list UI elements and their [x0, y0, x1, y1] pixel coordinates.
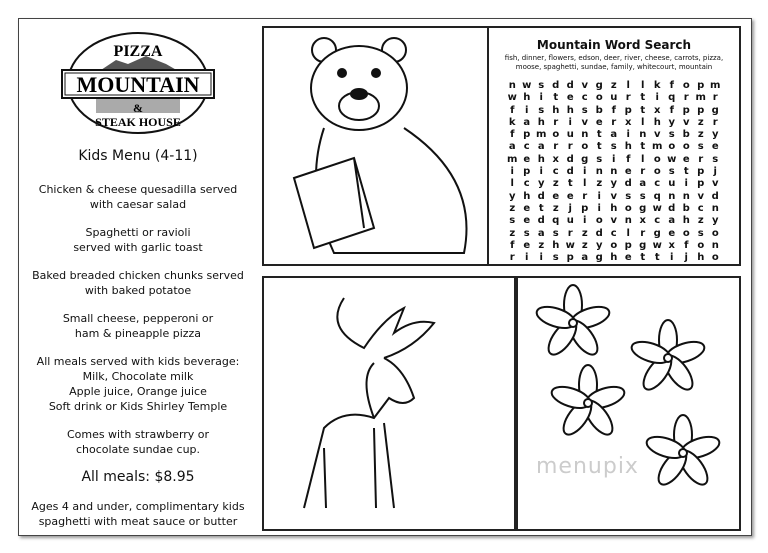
- grid-letter[interactable]: n: [711, 239, 719, 251]
- grid-letter[interactable]: p: [581, 202, 589, 214]
- grid-letter[interactable]: r: [553, 116, 559, 128]
- grid-letter[interactable]: p: [697, 104, 705, 116]
- grid-letter[interactable]: o: [610, 239, 618, 251]
- grid-letter[interactable]: c: [523, 178, 530, 190]
- grid-letter[interactable]: t: [654, 252, 660, 264]
- grid-letter[interactable]: o: [595, 92, 603, 104]
- grid-letter[interactable]: r: [567, 141, 573, 153]
- grid-letter[interactable]: w: [652, 202, 662, 214]
- menu-item: Baked breaded chicken chunks served with baked potatoe: [32, 269, 244, 297]
- grid-letter[interactable]: h: [697, 252, 705, 264]
- grid-letter[interactable]: r: [698, 153, 704, 165]
- grid-letter[interactable]: r: [509, 252, 515, 264]
- grid-letter[interactable]: i: [525, 104, 529, 116]
- grid-letter[interactable]: e: [668, 227, 676, 239]
- grid-letter[interactable]: h: [566, 104, 574, 116]
- menu-item: Spaghetti or ravioli served with garlic toast: [73, 226, 203, 254]
- grid-letter[interactable]: f: [626, 153, 631, 165]
- grid-letter[interactable]: i: [510, 166, 514, 178]
- grid-letter[interactable]: a: [581, 252, 589, 264]
- grid-letter[interactable]: e: [711, 141, 719, 153]
- grid-letter[interactable]: l: [626, 227, 630, 239]
- grid-letter[interactable]: p: [624, 239, 632, 251]
- flowers-panel: [516, 276, 741, 531]
- grid-letter[interactable]: n: [595, 166, 603, 178]
- grid-letter[interactable]: e: [566, 190, 574, 202]
- grid-letter[interactable]: t: [538, 202, 544, 214]
- grid-letter[interactable]: w: [522, 80, 532, 91]
- grid-letter[interactable]: g: [595, 80, 603, 91]
- grid-letter[interactable]: r: [611, 116, 617, 128]
- grid-letter[interactable]: x: [639, 215, 646, 227]
- grid-letter[interactable]: h: [682, 215, 690, 227]
- grid-letter[interactable]: h: [537, 153, 545, 165]
- grid-letter[interactable]: f: [510, 239, 515, 251]
- grid-letter[interactable]: e: [523, 202, 531, 214]
- grid-letter[interactable]: i: [684, 178, 688, 190]
- grid-letter[interactable]: z: [552, 202, 559, 214]
- grid-letter[interactable]: t: [567, 178, 573, 190]
- grid-letter[interactable]: i: [597, 202, 601, 214]
- moose-panel: [262, 276, 516, 531]
- menu-item: Chicken & cheese quesadilla served with caesar salad: [38, 183, 238, 211]
- grid-letter[interactable]: s: [538, 104, 545, 116]
- grid-letter[interactable]: r: [567, 227, 573, 239]
- grid-letter[interactable]: v: [610, 215, 618, 227]
- grid-letter[interactable]: o: [653, 153, 661, 165]
- flower: [629, 320, 707, 394]
- grid-letter[interactable]: a: [610, 129, 618, 141]
- grid-letter[interactable]: p: [624, 104, 632, 116]
- svg-text:STEAK HOUSE: STEAK HOUSE: [95, 115, 181, 129]
- grid-letter[interactable]: r: [582, 190, 588, 202]
- grid-letter[interactable]: h: [537, 116, 545, 128]
- grid-letter[interactable]: i: [597, 190, 601, 202]
- grid-letter[interactable]: i: [539, 166, 543, 178]
- grid-letter[interactable]: y: [668, 116, 676, 128]
- grid-letter[interactable]: e: [566, 92, 574, 104]
- svg-text:&: &: [133, 101, 143, 115]
- grid-letter[interactable]: s: [625, 190, 632, 202]
- grid-letter[interactable]: v: [682, 116, 690, 128]
- grid-letter[interactable]: s: [509, 215, 516, 227]
- grid-letter[interactable]: k: [508, 116, 516, 128]
- grid-letter[interactable]: e: [682, 153, 690, 165]
- grid-letter[interactable]: g: [595, 252, 603, 264]
- grid-letter[interactable]: b: [595, 104, 603, 116]
- grid-letter[interactable]: i: [539, 252, 543, 264]
- grid-letter[interactable]: n: [682, 190, 690, 202]
- grid-letter[interactable]: y: [711, 129, 719, 141]
- grid-letter[interactable]: s: [697, 141, 704, 153]
- grid-letter[interactable]: o: [653, 166, 661, 178]
- note: Ages 4 and under, complimentary kids spaghetti with meat sauce or butter: [31, 500, 245, 528]
- grid-letter[interactable]: e: [552, 190, 560, 202]
- letter-grid: [505, 80, 723, 264]
- grid-letter[interactable]: e: [523, 215, 531, 227]
- grid-letter[interactable]: z: [610, 80, 617, 91]
- grid-letter[interactable]: v: [653, 129, 661, 141]
- grid-letter[interactable]: g: [581, 153, 589, 165]
- grid-letter[interactable]: j: [713, 166, 717, 178]
- grid-letter[interactable]: z: [581, 239, 588, 251]
- grid-letter[interactable]: h: [552, 239, 560, 251]
- grid-letter[interactable]: x: [552, 153, 559, 165]
- grid-letter[interactable]: n: [639, 129, 647, 141]
- grid-letter[interactable]: h: [624, 141, 632, 153]
- grid-letter[interactable]: o: [682, 80, 690, 91]
- bear-illustration: [264, 28, 487, 264]
- grid-letter[interactable]: d: [566, 166, 574, 178]
- grid-letter[interactable]: s: [596, 153, 603, 165]
- grid-letter[interactable]: q: [552, 215, 560, 227]
- grid-letter[interactable]: v: [610, 190, 618, 202]
- grid-letter[interactable]: y: [595, 239, 603, 251]
- grid-letter[interactable]: d: [537, 215, 545, 227]
- grid-letter[interactable]: f: [684, 239, 689, 251]
- grid-letter[interactable]: a: [668, 215, 676, 227]
- grid-letter[interactable]: c: [523, 141, 530, 153]
- grid-letter[interactable]: k: [653, 80, 661, 91]
- grid-letter[interactable]: o: [624, 202, 632, 214]
- grid-letter[interactable]: n: [711, 202, 719, 214]
- grid-letter[interactable]: m: [507, 153, 518, 165]
- grid-letter[interactable]: p: [697, 166, 705, 178]
- grid-letter[interactable]: b: [682, 129, 690, 141]
- grid-letter[interactable]: w: [652, 239, 662, 251]
- grid-letter[interactable]: v: [711, 178, 719, 190]
- grid-letter[interactable]: t: [596, 129, 602, 141]
- grid-letter[interactable]: f: [611, 104, 616, 116]
- grid-letter[interactable]: d: [566, 80, 574, 91]
- menu-items: [20, 182, 256, 542]
- grid-letter[interactable]: f: [669, 104, 674, 116]
- grid-letter[interactable]: p: [523, 166, 531, 178]
- grid-letter[interactable]: g: [639, 239, 647, 251]
- grid-letter[interactable]: j: [684, 252, 688, 264]
- grid-letter[interactable]: t: [553, 92, 559, 104]
- grid-letter[interactable]: v: [581, 116, 589, 128]
- beverages: All meals served with kids beverage: Milk, Chocolate milk Apple juice, Orange juice Soft drink or Kids Shirley Temple: [36, 355, 240, 413]
- grid-letter[interactable]: w: [667, 153, 677, 165]
- moose-illustration: [264, 278, 514, 529]
- grid-letter[interactable]: p: [697, 178, 705, 190]
- grid-letter[interactable]: d: [595, 227, 603, 239]
- grid-letter[interactable]: y: [711, 215, 719, 227]
- grid-letter[interactable]: h: [610, 252, 618, 264]
- grid-letter[interactable]: i: [583, 166, 587, 178]
- grid-letter[interactable]: z: [697, 215, 704, 227]
- grid-letter[interactable]: t: [596, 141, 602, 153]
- grid-letter[interactable]: q: [668, 92, 676, 104]
- grid-letter[interactable]: l: [641, 153, 645, 165]
- word-search-panel: [487, 26, 741, 266]
- dessert: Comes with strawberry or chocolate sundae cup.: [66, 428, 210, 456]
- grid-letter[interactable]: y: [537, 178, 545, 190]
- grid-letter[interactable]: d: [566, 153, 574, 165]
- grid-letter[interactable]: z: [581, 227, 588, 239]
- grid-letter[interactable]: f: [669, 80, 674, 91]
- grid-letter[interactable]: e: [624, 252, 632, 264]
- grid-letter[interactable]: s: [523, 227, 530, 239]
- grid-letter[interactable]: l: [583, 178, 587, 190]
- grid-letter[interactable]: t: [640, 252, 646, 264]
- grid-letter[interactable]: i: [583, 215, 587, 227]
- grid-letter[interactable]: i: [525, 252, 529, 264]
- grid-letter[interactable]: n: [668, 190, 676, 202]
- grid-letter[interactable]: h: [552, 104, 560, 116]
- grid-letter[interactable]: z: [697, 116, 704, 128]
- grid-letter[interactable]: v: [697, 190, 705, 202]
- grid-letter[interactable]: g: [653, 227, 661, 239]
- grid-letter[interactable]: i: [655, 92, 659, 104]
- grid-letter[interactable]: p: [523, 129, 531, 141]
- word-search-title: Mountain Word Search: [536, 38, 692, 52]
- grid-letter[interactable]: u: [566, 129, 574, 141]
- grid-letter[interactable]: t: [683, 166, 689, 178]
- grid-letter[interactable]: d: [711, 190, 719, 202]
- grid-letter[interactable]: a: [639, 178, 647, 190]
- grid-letter[interactable]: s: [697, 227, 704, 239]
- grid-letter[interactable]: d: [537, 190, 545, 202]
- grid-letter[interactable]: z: [538, 239, 545, 251]
- grid-letter[interactable]: z: [509, 227, 516, 239]
- grid-letter[interactable]: w: [507, 92, 517, 104]
- menu-title: Kids Menu (4-11): [78, 148, 198, 164]
- grid-letter[interactable]: m: [695, 92, 706, 104]
- grid-letter[interactable]: h: [610, 202, 618, 214]
- grid-letter[interactable]: o: [581, 141, 589, 153]
- grid-letter[interactable]: c: [654, 215, 661, 227]
- bear-panel: [262, 26, 489, 266]
- grid-letter[interactable]: r: [553, 141, 559, 153]
- grid-letter[interactable]: i: [539, 92, 543, 104]
- grid-letter[interactable]: s: [552, 227, 559, 239]
- grid-letter[interactable]: z: [552, 178, 559, 190]
- grid-letter[interactable]: t: [640, 104, 646, 116]
- grid-letter[interactable]: x: [668, 239, 675, 251]
- grid-letter[interactable]: u: [610, 92, 618, 104]
- menu-item: Small cheese, pepperoni or ham & pineapple pizza: [62, 312, 214, 340]
- grid-letter[interactable]: x: [625, 116, 632, 128]
- grid-letter[interactable]: z: [596, 178, 603, 190]
- grid-letter[interactable]: t: [640, 141, 646, 153]
- watermark: menupix: [536, 454, 639, 479]
- grid-letter[interactable]: f: [510, 104, 515, 116]
- grid-letter[interactable]: z: [697, 129, 704, 141]
- grid-letter[interactable]: h: [653, 116, 661, 128]
- grid-letter[interactable]: h: [523, 92, 531, 104]
- grid-letter[interactable]: e: [624, 166, 632, 178]
- grid-letter[interactable]: s: [552, 252, 559, 264]
- grid-letter[interactable]: i: [670, 252, 674, 264]
- grid-letter[interactable]: p: [697, 80, 705, 91]
- grid-letter[interactable]: s: [668, 166, 675, 178]
- grid-letter[interactable]: p: [566, 252, 574, 264]
- grid-letter[interactable]: l: [510, 178, 514, 190]
- grid-letter[interactable]: r: [640, 227, 646, 239]
- grid-letter[interactable]: l: [641, 80, 645, 91]
- grid-letter[interactable]: n: [610, 166, 618, 178]
- grid-letter[interactable]: u: [668, 178, 676, 190]
- grid-letter[interactable]: s: [712, 153, 719, 165]
- grid-letter[interactable]: s: [538, 80, 545, 91]
- grid-letter[interactable]: o: [552, 129, 560, 141]
- grid-letter[interactable]: q: [653, 190, 661, 202]
- grid-letter[interactable]: r: [712, 92, 718, 104]
- grid-letter[interactable]: i: [612, 153, 616, 165]
- flower: [644, 415, 722, 489]
- grid-letter[interactable]: r: [640, 166, 646, 178]
- grid-letter[interactable]: c: [552, 166, 559, 178]
- grid-letter[interactable]: v: [581, 80, 589, 91]
- grid-letter[interactable]: s: [639, 190, 646, 202]
- grid-letter[interactable]: f: [510, 129, 515, 141]
- grid-letter[interactable]: d: [668, 202, 676, 214]
- grid-letter[interactable]: l: [626, 80, 630, 91]
- grid-letter[interactable]: z: [509, 202, 516, 214]
- grid-letter[interactable]: r: [625, 92, 631, 104]
- grid-letter[interactable]: d: [552, 80, 560, 91]
- grid-letter[interactable]: e: [595, 116, 603, 128]
- grid-letter[interactable]: c: [654, 178, 661, 190]
- grid-letter[interactable]: n: [581, 129, 589, 141]
- grid-letter[interactable]: g: [711, 104, 719, 116]
- grid-letter[interactable]: o: [682, 141, 690, 153]
- flowers-illustration: [518, 278, 739, 529]
- kids-menu-column: [20, 20, 256, 534]
- grid-letter[interactable]: s: [668, 129, 675, 141]
- grid-letter[interactable]: m: [652, 141, 663, 153]
- grid-letter[interactable]: m: [536, 129, 547, 141]
- flower: [534, 285, 612, 359]
- grid-letter[interactable]: c: [581, 92, 588, 104]
- grid-letter[interactable]: i: [568, 116, 572, 128]
- grid-letter[interactable]: l: [641, 116, 645, 128]
- grid-letter[interactable]: c: [697, 202, 704, 214]
- grid-letter[interactable]: e: [523, 239, 531, 251]
- grid-letter[interactable]: i: [626, 129, 630, 141]
- grid-letter[interactable]: g: [639, 202, 647, 214]
- grid-letter[interactable]: y: [610, 178, 618, 190]
- grid-letter[interactable]: s: [581, 104, 588, 116]
- grid-letter[interactable]: y: [508, 190, 516, 202]
- grid-letter[interactable]: j: [568, 202, 572, 214]
- grid-letter[interactable]: a: [537, 141, 545, 153]
- grid-letter[interactable]: o: [595, 215, 603, 227]
- grid-letter[interactable]: a: [508, 141, 516, 153]
- grid-letter[interactable]: n: [624, 215, 632, 227]
- grid-letter[interactable]: r: [683, 92, 689, 104]
- price: All meals: $8.95: [81, 469, 195, 485]
- restaurant-logo: [56, 28, 220, 138]
- grid-letter[interactable]: b: [682, 202, 690, 214]
- svg-text:PIZZA: PIZZA: [113, 43, 163, 60]
- word-list: fish, dinner, flowers, edson, deer, river, cheese, carrots, pizza, moose, spaghetti, sundae, family, whitecourt, mountain: [504, 54, 724, 71]
- grid-letter[interactable]: u: [566, 215, 574, 227]
- grid-letter[interactable]: a: [523, 116, 531, 128]
- svg-text:MOUNTAIN: MOUNTAIN: [76, 72, 200, 97]
- grid-letter[interactable]: o: [668, 141, 676, 153]
- grid-letter[interactable]: c: [610, 227, 617, 239]
- grid-letter[interactable]: m: [710, 80, 721, 91]
- grid-letter[interactable]: e: [523, 153, 531, 165]
- grid-letter[interactable]: o: [711, 227, 719, 239]
- grid-letter[interactable]: a: [537, 227, 545, 239]
- grid-letter[interactable]: d: [624, 178, 632, 190]
- grid-letter[interactable]: r: [712, 116, 718, 128]
- grid-letter[interactable]: o: [711, 252, 719, 264]
- grid-letter[interactable]: p: [682, 104, 690, 116]
- grid-letter[interactable]: x: [654, 104, 661, 116]
- flower: [549, 365, 627, 439]
- grid-letter[interactable]: h: [523, 190, 531, 202]
- grid-letter[interactable]: w: [565, 239, 575, 251]
- grid-letter[interactable]: s: [610, 141, 617, 153]
- grid-letter[interactable]: o: [697, 239, 705, 251]
- grid-letter[interactable]: t: [640, 92, 646, 104]
- grid-letter[interactable]: n: [508, 80, 516, 91]
- grid-letter[interactable]: o: [682, 227, 690, 239]
